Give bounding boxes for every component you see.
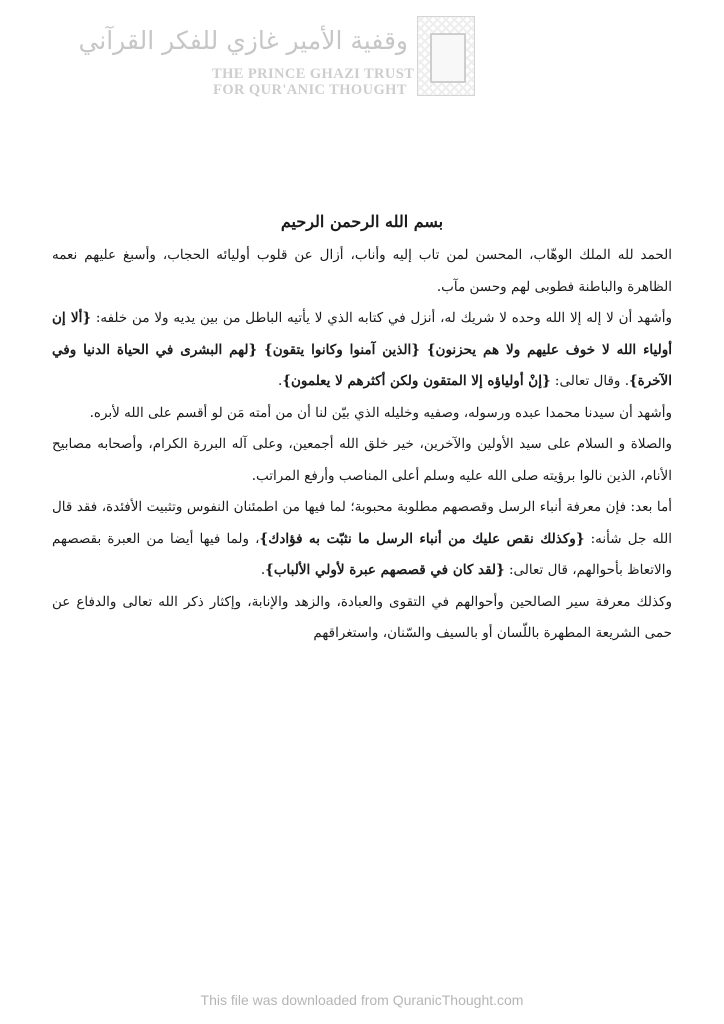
logo-arabic-text: وقفية الأمير غازي للفكر القرآني bbox=[78, 26, 408, 55]
paragraph bbox=[52, 240, 672, 303]
paragraph bbox=[52, 587, 672, 650]
quran-quote: {إنْ أولياؤه إلا المتقون ولكن أكثرهم لا يعلمون} bbox=[282, 373, 551, 389]
calligraphy-emblem-icon bbox=[417, 16, 475, 96]
logo-english-line1: THE PRINCE GHAZI TRUST bbox=[212, 66, 415, 82]
paragraph-text: الحمد لله الملك الوهّاب، المحسن لمن تاب إليه وأناب، أزال عن قلوب أوليائه الحجاب، وأسبغ عليهم نعمه الظاهرة والباطنة فطوبى لهم وحسن مآب. bbox=[52, 247, 672, 295]
quran-quote: {لقد كان في قصصهم عبرة لأولي الألباب} bbox=[265, 562, 505, 578]
paragraph-text: . وقال تعالى: bbox=[550, 373, 629, 389]
quran-quote: {وكذلك نقص عليك من أنباء الرسل ما نثبّت به فؤادك} bbox=[259, 530, 585, 547]
paragraph-text: وأشهد أن سيدنا محمدا عبده ورسوله، وصفيه وخليله الذي بيّن لنا أن من أمته مَن لو أقسم على الله لأبره. bbox=[89, 404, 672, 421]
page-title: بسم الله الرحمن الرحيم bbox=[280, 212, 444, 231]
paragraph bbox=[52, 429, 672, 492]
document-body bbox=[52, 240, 672, 650]
paragraph-text: ، ولما فيها أيضا من العبرة بقصصهم والاتعاظ بأحوالهم، قال تعالى: bbox=[52, 530, 672, 578]
trust-logo bbox=[78, 12, 512, 100]
paragraph-text: . bbox=[260, 562, 266, 578]
paragraph bbox=[52, 398, 672, 430]
logo-english-line2: FOR QUR'ANIC THOUGHT bbox=[213, 82, 407, 98]
paragraph bbox=[52, 303, 672, 398]
download-footer: This file was downloaded from QuranicThought.com bbox=[200, 992, 524, 1008]
paragraph-text: أما بعد: فإن معرفة أنباء الرسل وقصصهم مطلوبة محبوبة؛ لما فيها من اطمئنان النفوس وتثبيت الأفئدة، فقد قال الله جل شأنه: bbox=[52, 499, 672, 547]
quran-quote: {ألا إن أولياء الله لا خوف عليهم ولا هم يحزنون} {الذين آمنوا وكانوا يتقون} {لهم البشرى في الحياة الدنيا وفي الآخرة} bbox=[52, 310, 672, 389]
paragraph-text: . bbox=[278, 373, 283, 389]
paragraph-text: وكذلك معرفة سير الصالحين وأحوالهم في التقوى والعبادة، والزهد والإنابة، وإكثار ذكر الله تعالى والدفاع عن حمى الشريعة المطهرة باللّسان أو بالسيف والسّنان، واستغراقهم bbox=[52, 593, 672, 641]
paragraph-text: وأشهد أن لا إله إلا الله وحده لا شريك له، أنزل في كتابه الذي لا يأتيه الباطل من بين يديه ولا من خلفه: bbox=[91, 310, 672, 326]
paragraph-text: والصلاة و السلام على سيد الأولين والآخرين، خير خلق الله أجمعين، وعلى آله البررة الكرام، وأصحابه مصابيح الأنام، الذين نالوا برؤيته صلى الله عليه وسلم أعلى المناصب وأرفع المراتب. bbox=[52, 436, 672, 484]
paragraph bbox=[52, 492, 672, 587]
